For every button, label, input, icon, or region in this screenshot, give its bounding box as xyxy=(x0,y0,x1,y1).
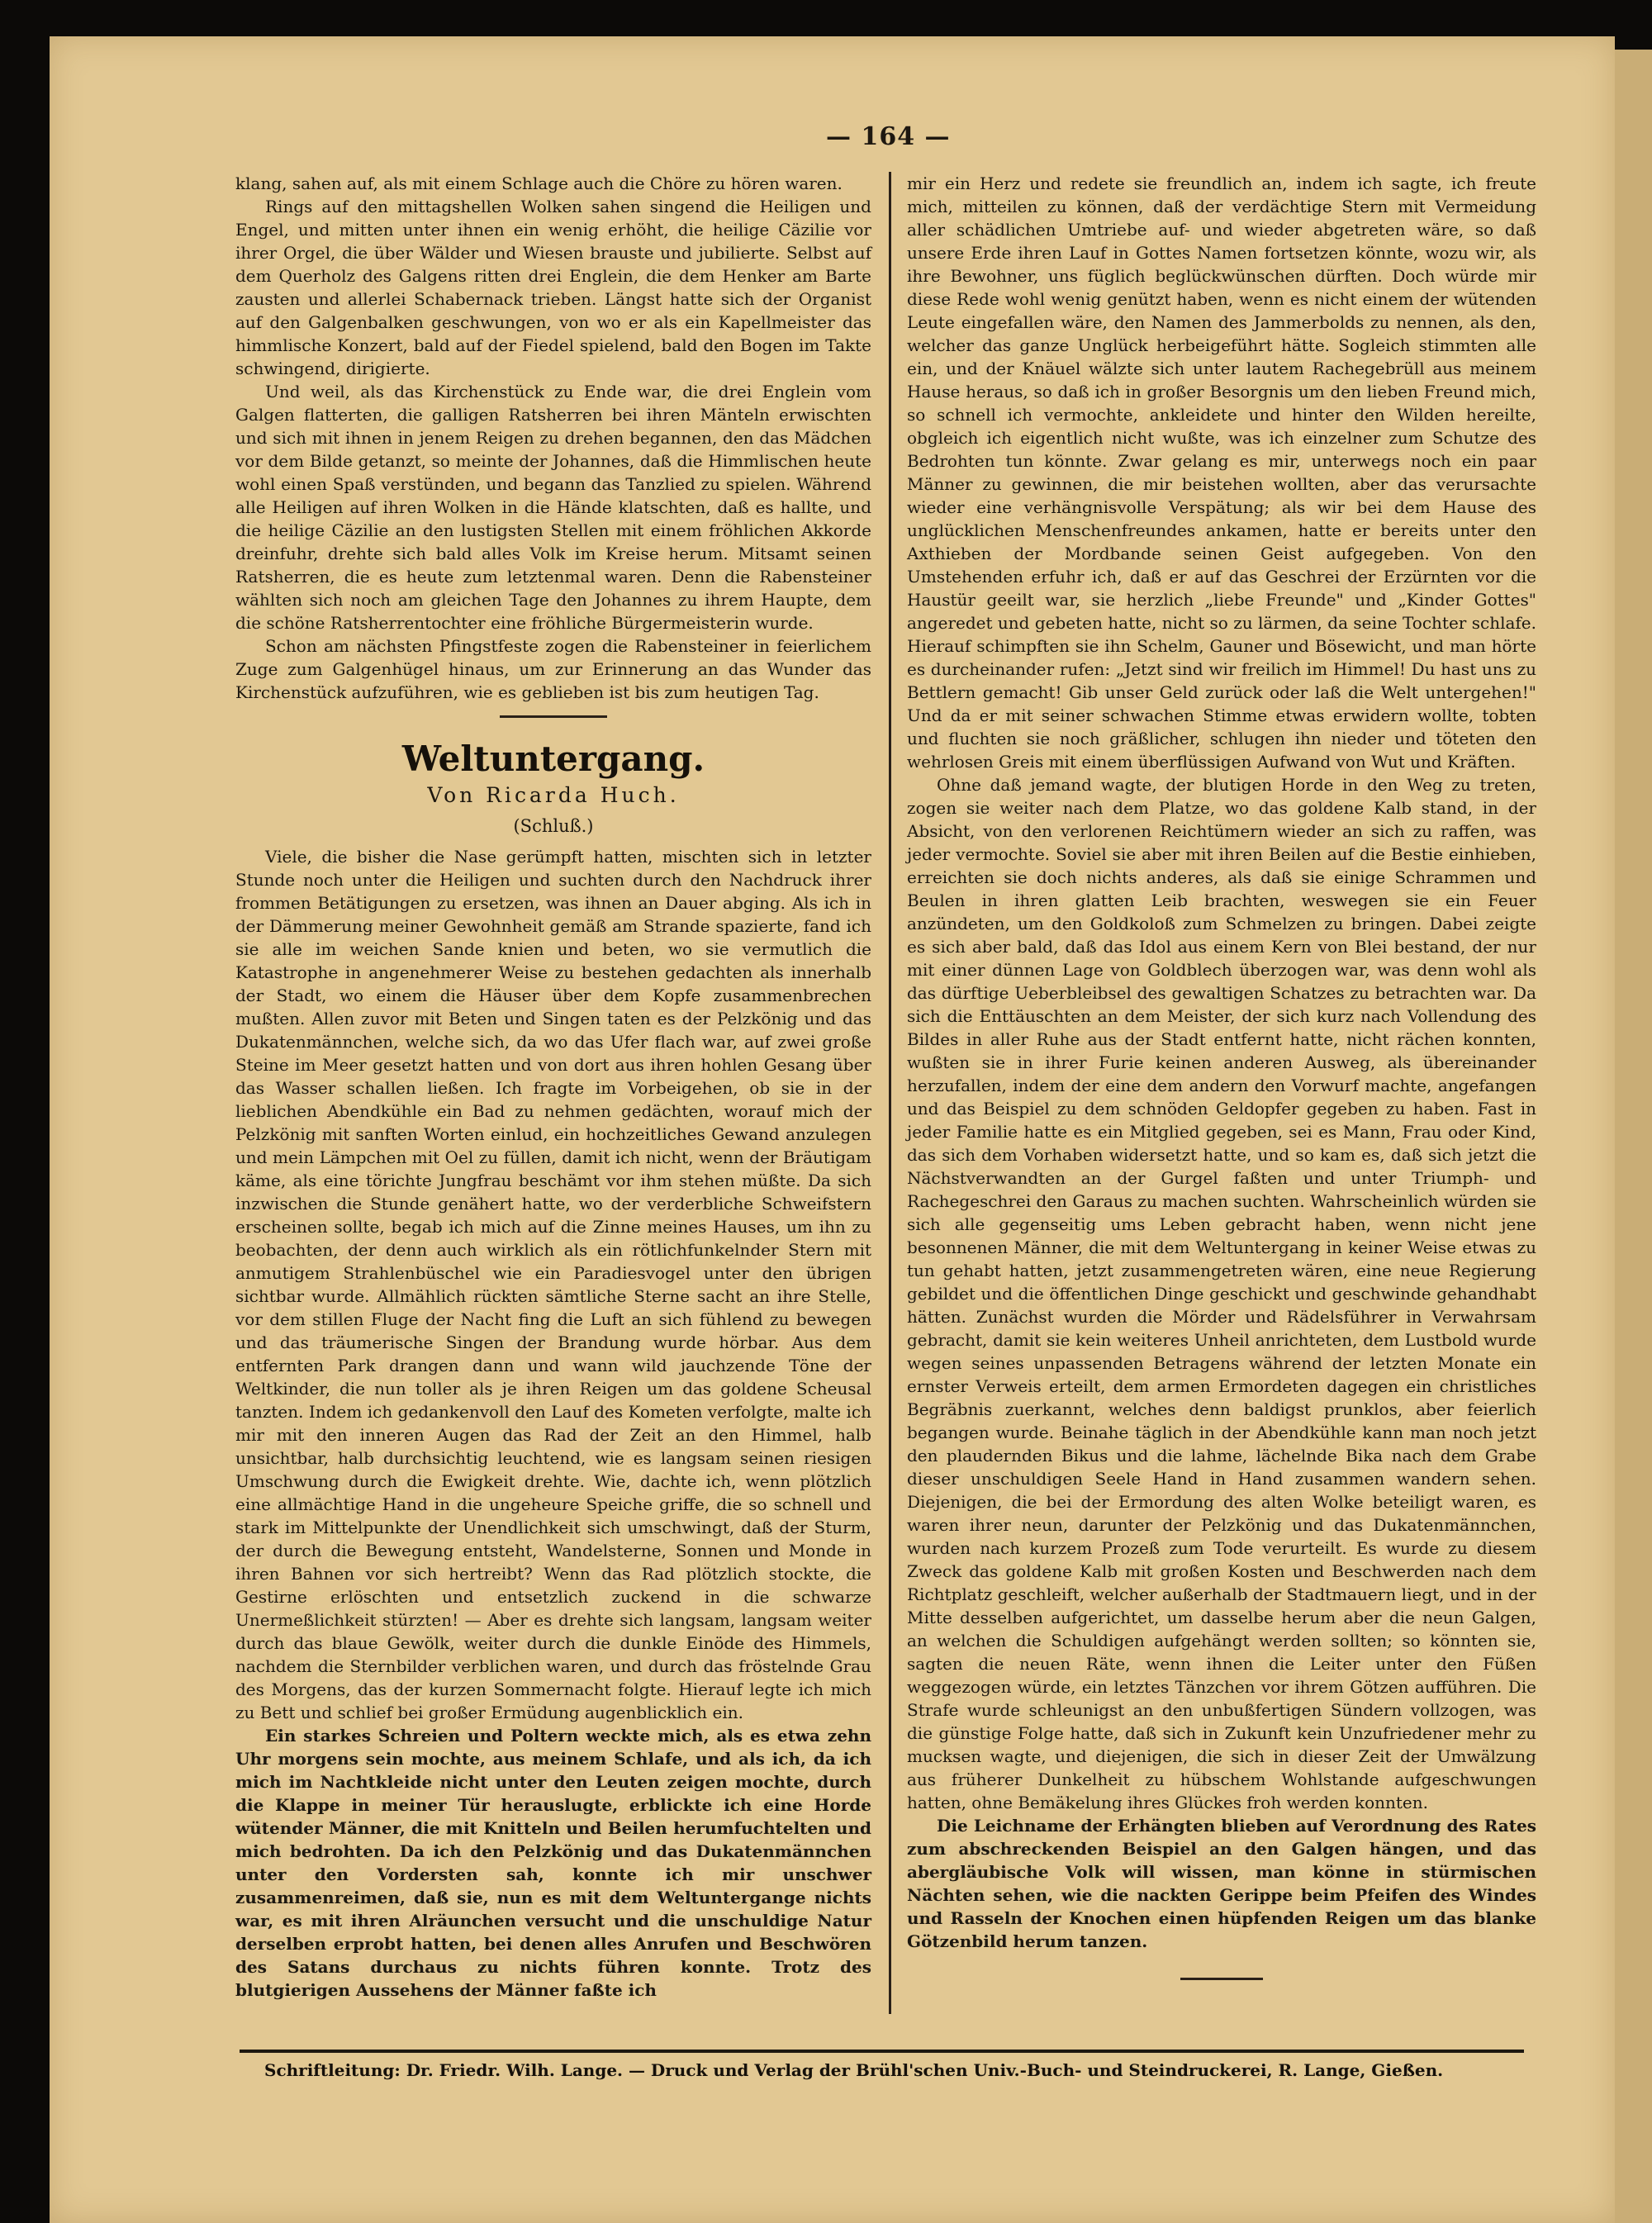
paragraph: mir ein Herz und redete sie freundlich an, indem ich sagte, ich freute mich, mitteilen zu können, daß der verdächtige Stern mit Vermeidung aller schädlichen Umtriebe auf- und wieder abgetreten wäre, so daß unsere Erde ihren Lauf in Gottes Namen fortsetzen könnte, wozu wir, als ihre Bewohner, uns füglich beglückwünschen dürften. Doch würde mir diese Rede wohl wenig genützt haben, wenn es nicht einem der wütenden Leute eingefallen wäre, den Namen des Jammerbolds zu nennen, als den, welcher das ganze Unglück herbeigeführt hätte. Sogleich stimmten alle ein, und der Knäuel wälzte sich unter lautem Rachegebrüll aus meinem Hause heraus, so daß ich in großer Besorgnis um den lieben Freund mich, so schnell ich vermochte, ankleidete und hinter den Wilden hereilte, obgleich ich eigentlich nicht wußte, was ich einzelner zum Schutze des Bedrohten tun könnte. Zwar gelang es mir, unterwegs noch ein paar Männer zu gewinnen, die mir beistehen wollten, aber das verursachte wieder eine verhängnisvolle Verspätung; als wir bei dem Hause des unglücklichen Menschenfreundes ankamen, hatte er bereits unter den Axthieben der Mordbande seinen Geist aufgegeben. Von den Umstehenden erfuhr ich, daß er auf das Geschrei der Erzürnten vor die Haustür geeilt war, sie herzlich „liebe Freunde" und „Kinder Gottes" angeredet und gebeten hatte, nicht so zu lärmen, da seine Tochter schlafe. Hierauf schimpften sie ihn Schelm, Gauner und Bösewicht, und man hörte es durcheinander rufen: „Jetzt sind wir freilich im Himmel! Du hast uns zu Bettlern gemacht! Gib unser Geld zurück oder laß die Welt untergehen!" Und da er mit seiner schwachen Stimme etwas erwidern wollte, tobten und fluchten sie noch gräßlicher, schlugen ihn nieder und töteten den wehrlosen Greis mit einem überflüssigen Aufwand von Wut und Kräften. xyxy=(907,173,1536,772)
paragraph: Ohne daß jemand wagte, der blutigen Horde in den Weg zu treten, zogen sie weiter nach dem Platze, wo das goldene Kalb stand, in der Absicht, von den verlorenen Reichtümern wieder an sich zu raffen, was jeder vermochte. Soviel sie aber mit ihren Beilen auf die Bestie einhieben, erreichten sie doch nichts anderes, als daß sie einige Schrammen und Beulen in ihren glatten Leib brachten, weswegen sie ein Feuer anzündeten, um den Goldkoloß zum Schmelzen zu bringen. Dabei zeigte es sich aber bald, daß das Idol aus einem Kern von Blei bestand, der nur mit einer dünnen Lage von Goldblech überzogen war, was denn wohl als das dürftige Ueberbleibsel des gewaltigen Schatzes zu betrachten war. Da sich die Enttäuschten an dem Meister, der sich kurz nach Vollendung des Bildes in aller Ruhe aus der Stadt entfernt hatte, nicht rächen konnten, wußten sie in ihrer Furie keinen anderen Ausweg, als übereinander herzufallen, indem der eine dem andern den Vorwurf machte, angefangen und das Beispiel zu dem schnöden Geldopfer gegeben zu haben. Fast in jeder Familie hatte es ein Mitglied gegeben, sei es Mann, Frau oder Kind, das sich dem Vorhaben widersetzt hatte, und so kam es, daß sich jetzt die Nächstverwandten an der Gurgel faßten und unter Triumph- und Rachegeschrei den Garaus zu machen suchten. Wahrscheinlich würden sie sich alle gegenseitig ums Leben gebracht haben, wenn nicht jene besonnenen Männer, die mit dem Weltuntergang in keiner Weise etwas zu tun gehabt hatten, jetzt zusammengetreten wären, eine neue Regierung gebildet und die öffentlichen Dinge geschickt und geschwinde gehandhabt hätten. Zunächst wurden die Mörder und Rädelsführer in Verwahrsam gebracht, damit sie kein weiteres Unheil anrichteten, dem Lustbold wurde wegen seines unpassenden Betragens während der letzten Monate ein ernster Verweis erteilt, dem armen Ermordeten dagegen ein christliches Begräbnis zuerkannt, welches denn baldigst prunklos, aber feierlich begangen wurde. Beinahe täglich in der Abendkühle kann man noch jetzt den plaudernden Bikus und die lahme, lächelnde Bika nach dem Grabe dieser unschuldigen Seele Hand in Hand zusammen wandern sehen. Diejenigen, die bei der Ermordung des alten Wolke beteiligt waren, es waren ihrer neun, darunter der Pelzkönig und das Dukatenmännchen, wurden nach kurzem Prozeß zum Tode verurteilt. Es wurde zu diesem Zweck das goldene Kalb mit großen Kosten und Beschwerden nach dem Richtplatz geschleift, welcher außerhalb der Stadtmauern liegt, und in der Mitte desselben aufgerichtet, um dasselbe herum aber die neun Galgen, an welchen die Schuldigen aufgehängt werden sollten; so könnten sie, sagten die neuen Räte, wenn ihnen die Leiter unter den Füßen weggezogen würde, ein letztes Tänzchen vor ihrem Götzen aufführen. Die Strafe wurde schleunigst an den unbußfertigen Sündern vollzogen, was die günstige Folge hatte, daß sich in Zukunft kein Unzufriedener mehr zu mucksen wagte, und diejenigen, die sich in dieser Zeit der Umwälzung aus früherer Dunkelheit zu hübschem Wohlstande aufgeschwungen hatten, ohne Bemäkelung ihres Glückes froh werden konnten. xyxy=(907,775,1536,1812)
paragraph-bold: Die Leichname der Erhängten blieben auf Verordnung des Rates zum abschreckenden Beispiel an den Galgen hängen, und das abergläubische Volk will wissen, man könne in stürmischen Nächten sehen, wie die nackten Gerippe beim Pfeifen des Windes und Rasseln der Knochen einen hüpfenden Reigen um das blanke Götzenbild herum tanzen. xyxy=(907,1816,1536,1951)
footer-rule xyxy=(240,2050,1524,2053)
paragraph: Und weil, als das Kirchenstück zu Ende war, die drei Englein vom Galgen flatterten, die galligen Ratsherren bei ihren Mänteln erwischten und sich mit ihnen in jenem Reigen zu drehen begannen, den das Mädchen vor dem Bilde getanzt, so meinte der Johannes, daß die Himmlischen heute wohl einen Spaß verstünden, und begann das Tanzlied zu spielen. Während alle Heiligen auf ihren Wolken in die Hände klatschten, daß es hallte, und die heilige Cäzilie an den lustigsten Stellen mit einem fröhlichen Akkorde dreinfuhr, drehte sich bald alles Volk im Kreise herum. Mitsamt seinen Ratsherren, die es heute zum letztenmal waren. Denn die Rabensteiner wählten sich noch am gleichen Tage den Johannes zu ihrem Haupte, dem die schöne Ratsherrentochter eine fröhliche Bürgermeisterin wurde. xyxy=(235,382,871,633)
adjacent-page-edge xyxy=(1615,50,1652,2223)
paragraph: Viele, die bisher die Nase gerümpft hatten, mischten sich in letzter Stunde noch unter die Heiligen und suchten durch den Nachdruck ihrer frommen Betätigungen zu ersetzen, was ihnen an Dauer abging. Als ich in der Dämmerung meiner Gewohnheit gemäß am Strande spazierte, fand ich sie alle im weichen Sande knien und beten, wo sie vermutlich die Katastrophe in angenehmerer Weise zu bestehen gedachten als innerhalb der Stadt, wo einem die Häuser über dem Kopfe zusammenbrechen mußten. Allen zuvor mit Beten und Singen taten es der Pelzkönig und das Dukatenmännchen, welche sich, da wo das Ufer flach war, auf zwei große Steine im Meer gesetzt hatten und von dort aus ihren hohlen Gesang über das Wasser schallen ließen. Ich fragte im Vorbeigehen, ob sie in der lieblichen Abendkühle ein Bad zu nehmen gedächten, worauf mich der Pelzkönig mit sanften Worten einlud, ein hochzeitliches Gewand anzulegen und mein Lämpchen mit Oel zu füllen, damit ich nicht, wenn der Bräutigam käme, als eine törichte Jungfrau beschämt vor ihm stehen müßte. Da sich inzwischen die Stunde genähert hatte, wo der verderbliche Schweifstern erscheinen sollte, begab ich mich auf die Zinne meines Hauses, um ihn zu beobachten, der denn auch wirklich als ein rötlichfunkelnder Stern mit anmutigem Strahlenbüschel wie ein Paradiesvogel unter den übrigen sichtbar wurde. Allmählich rückten sämtliche Sterne sacht an ihre Stelle, vor dem stillen Fluge der Nacht fing die Luft an sich fühlend zu bewegen und das träumerische Singen der Brandung wurde hörbar. Aus dem entfernten Park drangen dann und wann wild jauchzende Töne der Weltkinder, die nun toller als je ihren Reigen um das goldene Scheusal tanzten. Indem ich gedankenvoll den Lauf des Kometen verfolgte, malte ich mir mit den inneren Augen das Rad der Zeit an den Himmel, halb unsichtbar, halb durchsichtig leuchtend, wie es langsam seinen riesigen Umschwung durch die Ewigkeit drehte. Wie, dachte ich, wenn plötzlich eine allmächtige Hand in die ungeheure Speiche griffe, die so schnell und stark im Mittelpunkte der Unendlichkeit sich umschwingt, daß der Sturm, der durch die Bewegung entsteht, Wandelsterne, Sonnen und Monde in ihren Bahnen vor sich hertreibt? Wenn das Rad plötzlich stockte, die Gestirne erlöschten und entsetzlich zuckend in die schwarze Unermeßlichkeit stürzten! — Aber es drehte sich langsam, langsam weiter durch das blaue Gewölk, weiter durch die dunkle Einöde des Himmels, nachdem die Sternbilder verblichen waren, und durch das fröstelnde Grau des Morgens, das der kurzen Sommernacht folgte. Hierauf legte ich mich zu Bett und schlief bei großer Ermüdung augenblicklich ein. xyxy=(235,847,871,1722)
right-column xyxy=(907,172,1536,1980)
article-author: Von Ricarda Huch. xyxy=(427,783,680,807)
page-number: — 164 — xyxy=(826,122,951,151)
column-divider xyxy=(889,172,891,2014)
article-note: (Schluß.) xyxy=(513,816,594,836)
paragraph-bold: Ein starkes Schreien und Poltern weckte mich, als es etwa zehn Uhr morgens sein mochte, aus meinem Schlafe, und als ich, da ich mich im Nachtkleide nicht unter den Leuten zeigen mochte, durch die Klappe in meiner Tür herauslugte, erblickte ich eine Horde wütender Männer, die mit Knitteln und Beilen herumfuchtelten und mich bedrohten. Da ich den Pelzkönig und das Dukatenmännchen unter den Vordersten sah, konnte ich mir unschwer zusammenreimen, daß sie, nun es mit dem Weltuntergange nichts war, es mit ihren Alräunchen versucht und die unschuldige Natur derselben erprobt hatten, bei denen alles Anrufen und Beschwören des Satans durchaus zu nichts führen konnte. Trotz des blutgierigen Aussehens der Männer faßte ich xyxy=(235,1726,871,2000)
paragraph: klang, sahen auf, als mit einem Schlage auch die Chöre zu hören waren. xyxy=(235,173,843,193)
section-divider xyxy=(500,715,607,718)
article-end-divider xyxy=(1180,1978,1263,1980)
paragraph: Rings auf den mittagshellen Wolken sahen singend die Heiligen und Engel, und mitten unter ihnen ein wenig erhöht, die heilige Cäzilie vor ihrer Orgel, die über Wälder und Wiesen brauste und jubilierte. Selbst auf dem Querholz des Galgens ritten drei Englein, die dem Henker am Barte zausten und allerlei Schabernack trieben. Längst hatte sich der Organist auf den Galgenbalken geschwungen, von wo er als ein Kapellmeister das himmlische Konzert, bald auf der Fiedel spielend, bald den Bogen im Takte schwingend, dirigierte. xyxy=(235,197,871,378)
imprint-footer: Schriftleitung: Dr. Friedr. Wilh. Lange. — Druck und Verlag der Brühl'schen Univ.-Buch- und Steindruckerei, R. Lange, Gießen. xyxy=(264,2060,1444,2080)
paragraph: Schon am nächsten Pfingstfeste zogen die Rabensteiner in feierlichem Zuge zum Galgenhügel hinaus, um zur Erinnerung an das Wunder das Kirchenstück aufzuführen, wie es geblieben ist bis zum heutigen Tag. xyxy=(235,636,871,702)
article-title: Weltuntergang. xyxy=(401,739,705,779)
left-column xyxy=(235,172,871,2002)
